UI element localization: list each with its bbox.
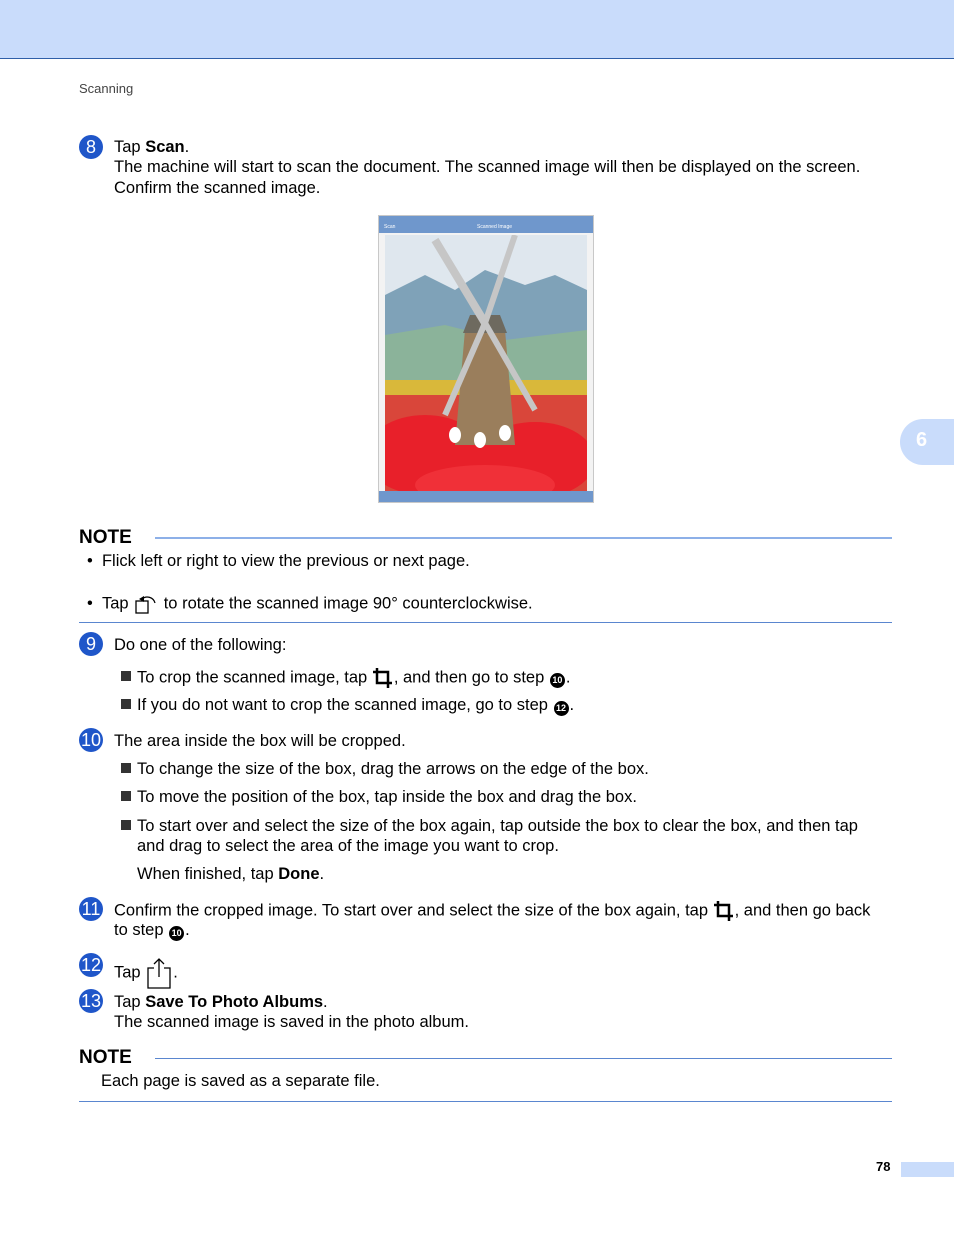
step-9-bullet-1: To crop the scanned image, tap , and then go to step 10 . xyxy=(121,667,570,689)
note-2-title-rule xyxy=(155,1058,892,1059)
chapter-number: 6 xyxy=(916,429,928,451)
note-1-bullet-1: • Flick left or right to view the previous or next page. xyxy=(87,552,470,570)
step-10-bullet-3: To start over and select the size of the box again, tap outside the box to clear the box, and then tap xyxy=(121,816,858,837)
share-icon xyxy=(145,956,173,990)
step-10-bullet-1: To change the size of the box, drag the arrows on the edge of the box. xyxy=(121,759,649,780)
step-9-bullet-2: If you do not want to crop the scanned image, go to step 12 . xyxy=(121,695,574,716)
screenshot-nav-left: Scan xyxy=(384,224,396,230)
step-8-line1: Tap Scan. xyxy=(114,138,190,156)
step-10-done: When finished, tap Done. xyxy=(137,865,325,883)
step-10-bullet-3-cont: and drag to select the area of the image you want to crop. xyxy=(137,837,559,855)
note-2-bottom-rule xyxy=(79,1101,892,1102)
step-9-marker: 9 xyxy=(79,632,103,656)
step-12-marker: 12 xyxy=(80,955,102,975)
step-11-marker: 11 xyxy=(79,897,103,921)
step-12-text: Tap . xyxy=(114,956,178,990)
windmill-photo xyxy=(385,235,587,491)
step-10-text: The area inside the box will be cropped. xyxy=(114,732,406,750)
step-10-marker: 10 xyxy=(80,730,102,750)
step-13-line2: The scanned image is saved in the photo album. xyxy=(114,1013,469,1031)
screenshot-nav-title: Scanned Image xyxy=(477,224,513,230)
step-9-text: Do one of the following: xyxy=(114,636,287,654)
header-band xyxy=(0,0,954,59)
crop-icon xyxy=(372,667,394,689)
step-10-bullet-2: To move the position of the box, tap inside the box and drag the box. xyxy=(121,787,637,808)
step-13-line1: Tap Save To Photo Albums. xyxy=(114,993,328,1011)
screenshot-nav-bar xyxy=(379,222,593,233)
scanned-image-screenshot xyxy=(378,215,594,503)
crop-icon xyxy=(713,900,735,922)
note-1-title-rule xyxy=(155,537,892,539)
note-2-text: Each page is saved as a separate file. xyxy=(101,1072,380,1090)
section-label: Scanning xyxy=(79,81,134,96)
note-1-bullet-2: • Tap to rotate the scanned image 90° counterclockwise. xyxy=(87,591,533,617)
step-8-marker: 8 xyxy=(79,135,103,159)
step-8-line2: The machine will start to scan the document. The scanned image will then be displayed on the screen. xyxy=(114,158,861,176)
note-2-title: NOTE xyxy=(79,1047,132,1068)
rotate-icon xyxy=(133,591,159,617)
step-13-marker: 13 xyxy=(80,991,102,1011)
step-11-line1: Confirm the cropped image. To start over and select the size of the box again, tap , and then go back xyxy=(114,900,870,922)
chapter-tab xyxy=(900,419,954,465)
footer-bar xyxy=(901,1162,954,1177)
step-8-line3: Confirm the scanned image. xyxy=(114,179,321,197)
step-11-line2: to step 10 . xyxy=(114,921,190,939)
note-1-title: NOTE xyxy=(79,527,132,548)
screenshot-toolbar xyxy=(379,491,593,502)
note-1-bottom-rule xyxy=(79,622,892,623)
page-number: 78 xyxy=(876,1159,891,1174)
